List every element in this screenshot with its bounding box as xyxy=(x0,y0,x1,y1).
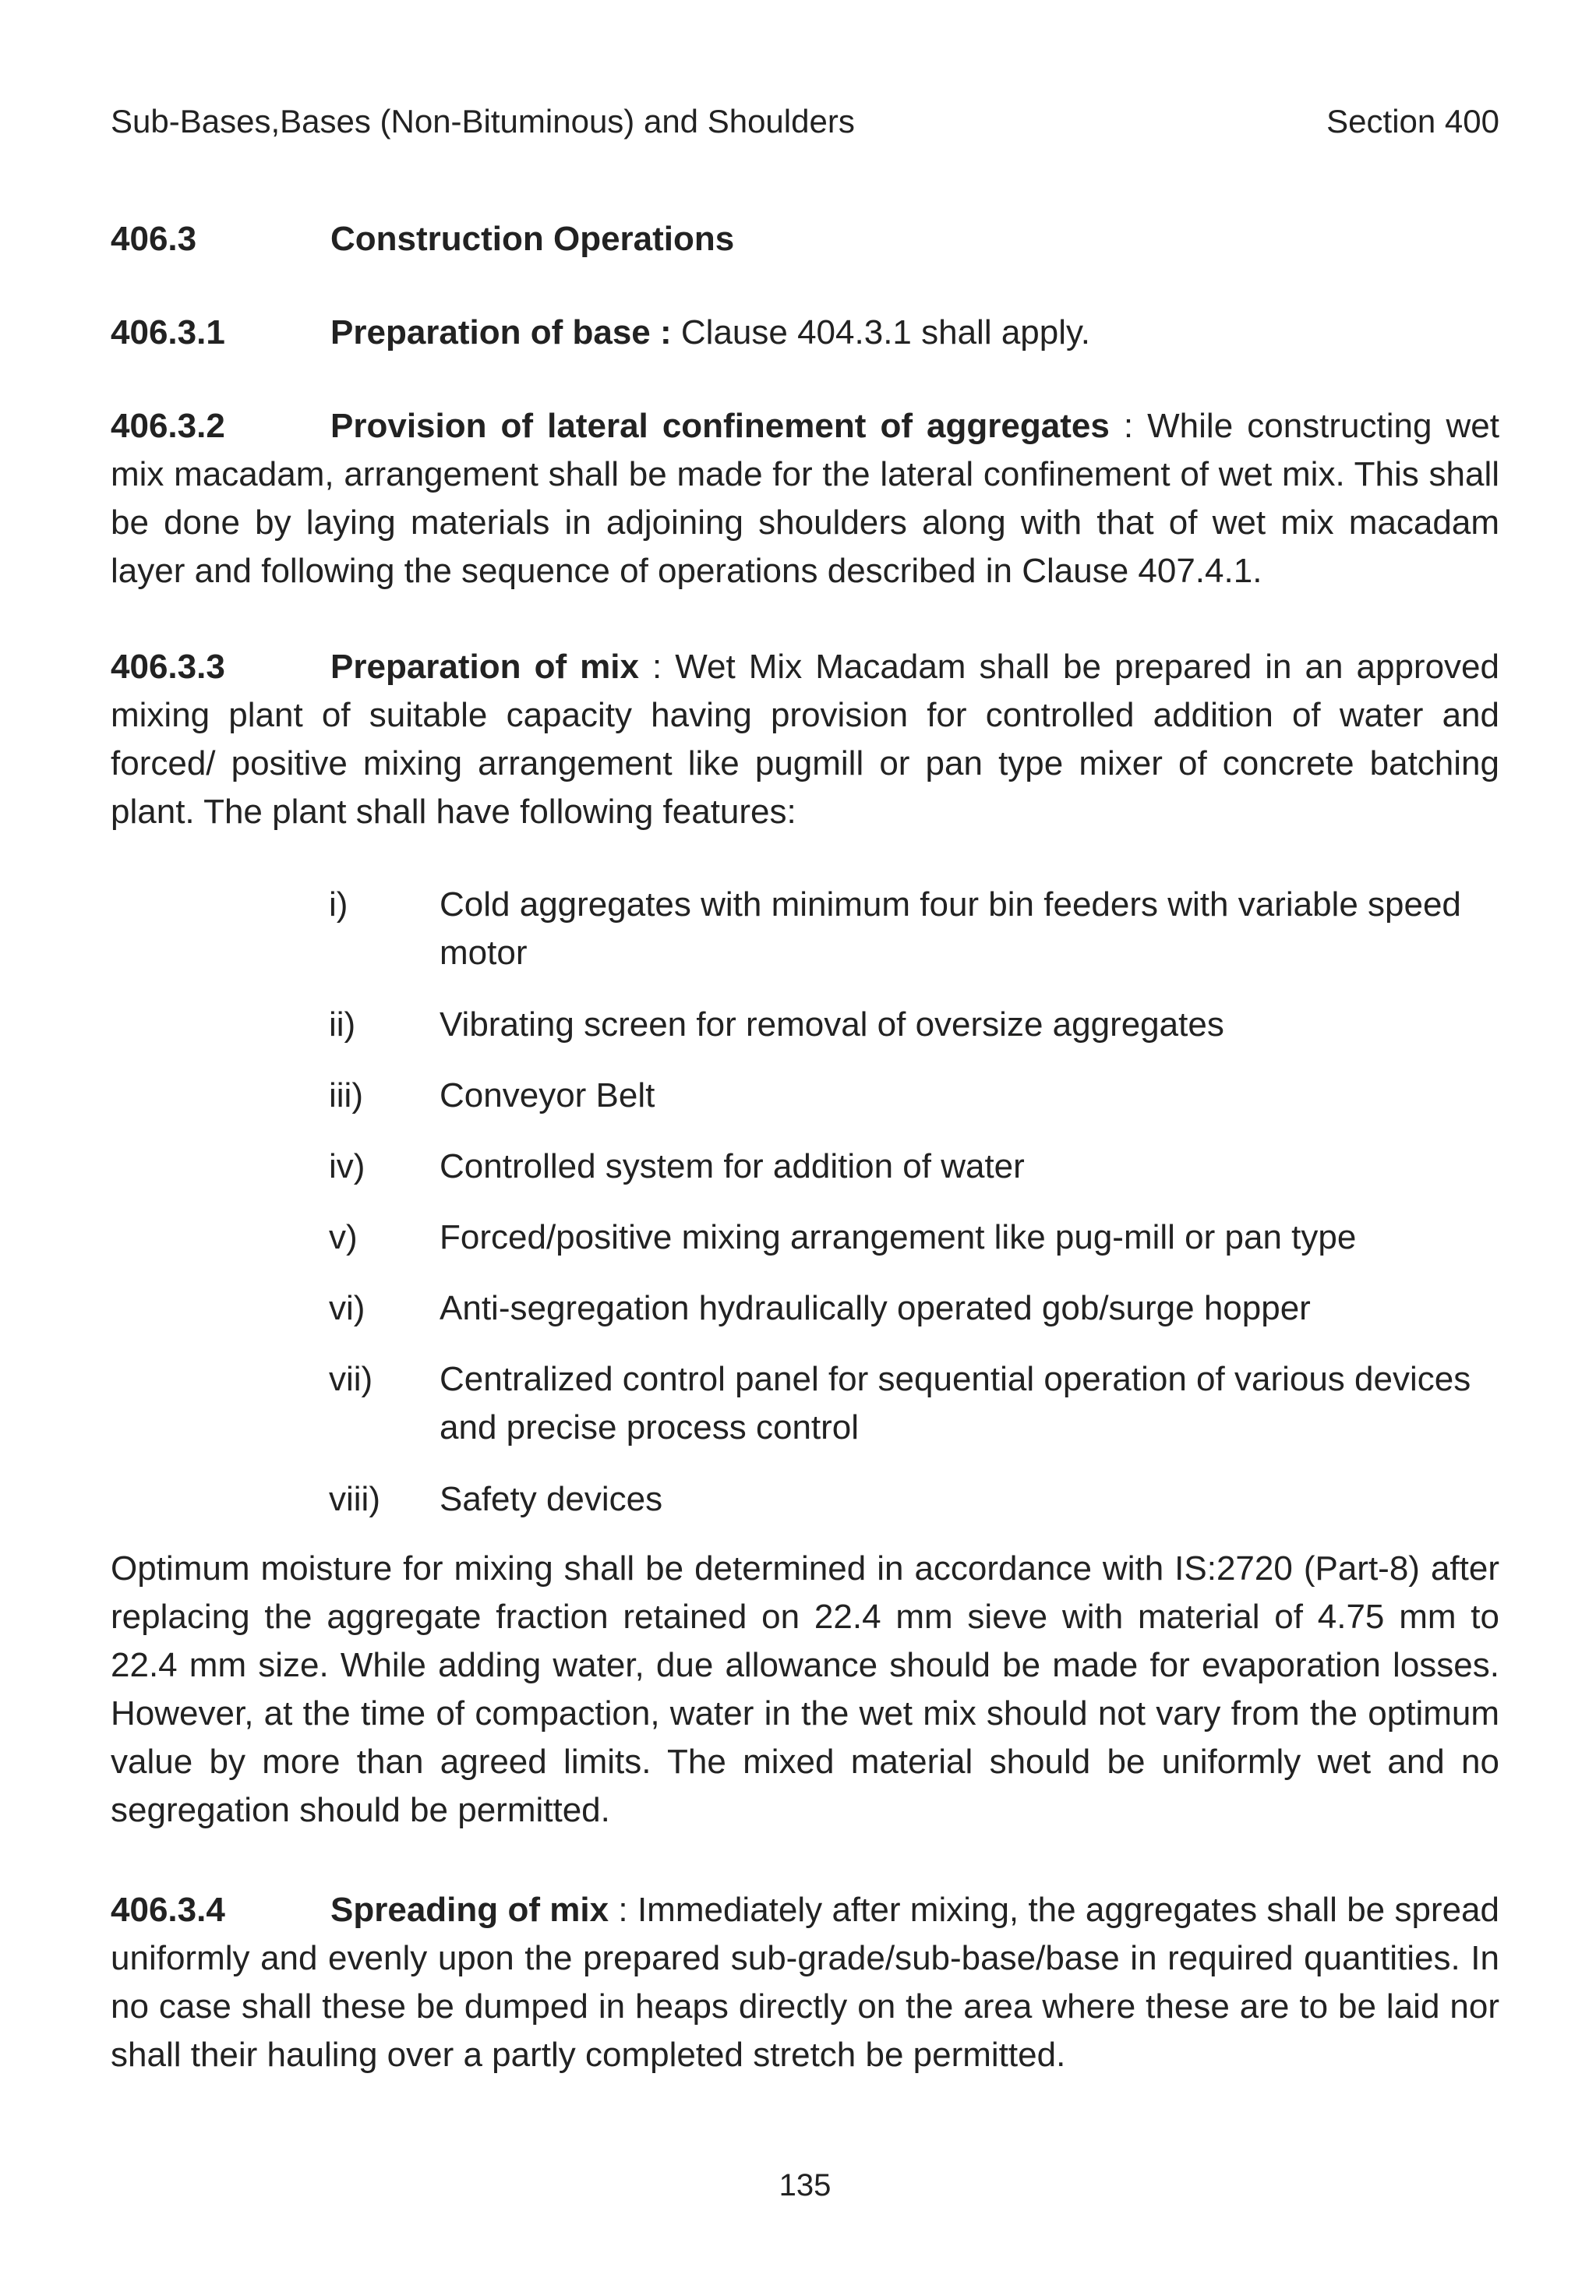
list-item-text: Controlled system for addition of water xyxy=(440,1147,1025,1185)
section-406-3-4 xyxy=(111,1886,1499,2079)
section-406-3-heading xyxy=(111,215,1499,263)
section-title: Preparation of base : xyxy=(330,313,672,351)
list-item-text: Centralized control panel for sequential operation of various devices and precise process control xyxy=(440,1360,1471,1446)
section-406-3-3 xyxy=(111,643,1499,836)
page-number: 135 xyxy=(779,2168,832,2202)
section-number: 406.3.3 xyxy=(111,648,225,686)
section-number: 406.3.1 xyxy=(111,313,225,351)
section-text: Clause 404.3.1 shall apply. xyxy=(671,313,1090,351)
list-item-number: iii) xyxy=(329,1076,363,1114)
list-item-number: i) xyxy=(329,885,348,924)
list-item-number: ii) xyxy=(329,1005,356,1044)
list-item-text: Forced/positive mixing arrangement like pug-mill or pan type xyxy=(440,1218,1357,1256)
list-item-text: Conveyor Belt xyxy=(440,1076,655,1114)
moisture-paragraph: Optimum moisture for mixing shall be determined in accordance with IS:2720 (Part-8) after replacing the aggregate fraction retained on 22.4 mm sieve with material of 4.75 mm to 22.4 mm size. While adding water, due allowance should be made for evaporation losses. However, at the time of compaction, water in the wet mix should not vary from the optimum value by more than agreed limits. The mixed material should be uniformly wet and no segregation should be permitted. xyxy=(111,1549,1499,1829)
section-406-3-1 xyxy=(111,309,1499,357)
section-number: 406.3.4 xyxy=(111,1891,225,1929)
list-item-number: vii) xyxy=(329,1360,373,1398)
section-406-3-2 xyxy=(111,402,1499,595)
section-title: Provision of lateral confinement of aggregates xyxy=(330,407,1110,445)
list-item-text: Safety devices xyxy=(440,1480,663,1518)
section-title: Construction Operations xyxy=(330,220,735,258)
section-title: Preparation of mix xyxy=(330,648,639,686)
section-text: : Wet Mix Macadam shall be prepared in an approved mixing plant of suitable capacity having provision for controlled addition of water and forced/ positive mixing arrangement like pugmill or pan type mixer of concrete batching plant. The plant shall have following features: xyxy=(111,648,1499,831)
section-text: : Immediately after mixing, the aggregates shall be spread uniformly and evenly upon the prepared sub-grade/sub-base/base in required quantities. In no case shall these be dumped in heaps directly on the area where these are to be laid nor shall their hauling over a partly completed stretch be permitted. xyxy=(111,1891,1499,2074)
section-number: 406.3.2 xyxy=(111,407,225,445)
list-item-text: Vibrating screen for removal of oversize aggregates xyxy=(440,1005,1224,1044)
list-item-number: vi) xyxy=(329,1289,365,1327)
section-number: 406.3 xyxy=(111,220,197,258)
list-item-number: viii) xyxy=(329,1480,380,1518)
list-item-number: iv) xyxy=(329,1147,365,1185)
list-item-text: Anti-segregation hydraulically operated gob/surge hopper xyxy=(440,1289,1311,1327)
list-item-text: Cold aggregates with minimum four bin feeders with variable speed motor xyxy=(440,885,1461,972)
section-title: Spreading of mix xyxy=(330,1891,609,1929)
list-item-number: v) xyxy=(329,1218,358,1256)
header-title: Sub-Bases,Bases (Non-Bituminous) and Shoulders xyxy=(111,103,855,140)
section-text: : While constructing wet mix macadam, arrangement shall be made for the lateral confinement of wet mix. This shall be done by laying materials in adjoining shoulders along with that of wet mix macadam layer and following the sequence of operations described in Clause 407.4.1. xyxy=(111,407,1499,590)
header-section: Section 400 xyxy=(1326,103,1499,140)
